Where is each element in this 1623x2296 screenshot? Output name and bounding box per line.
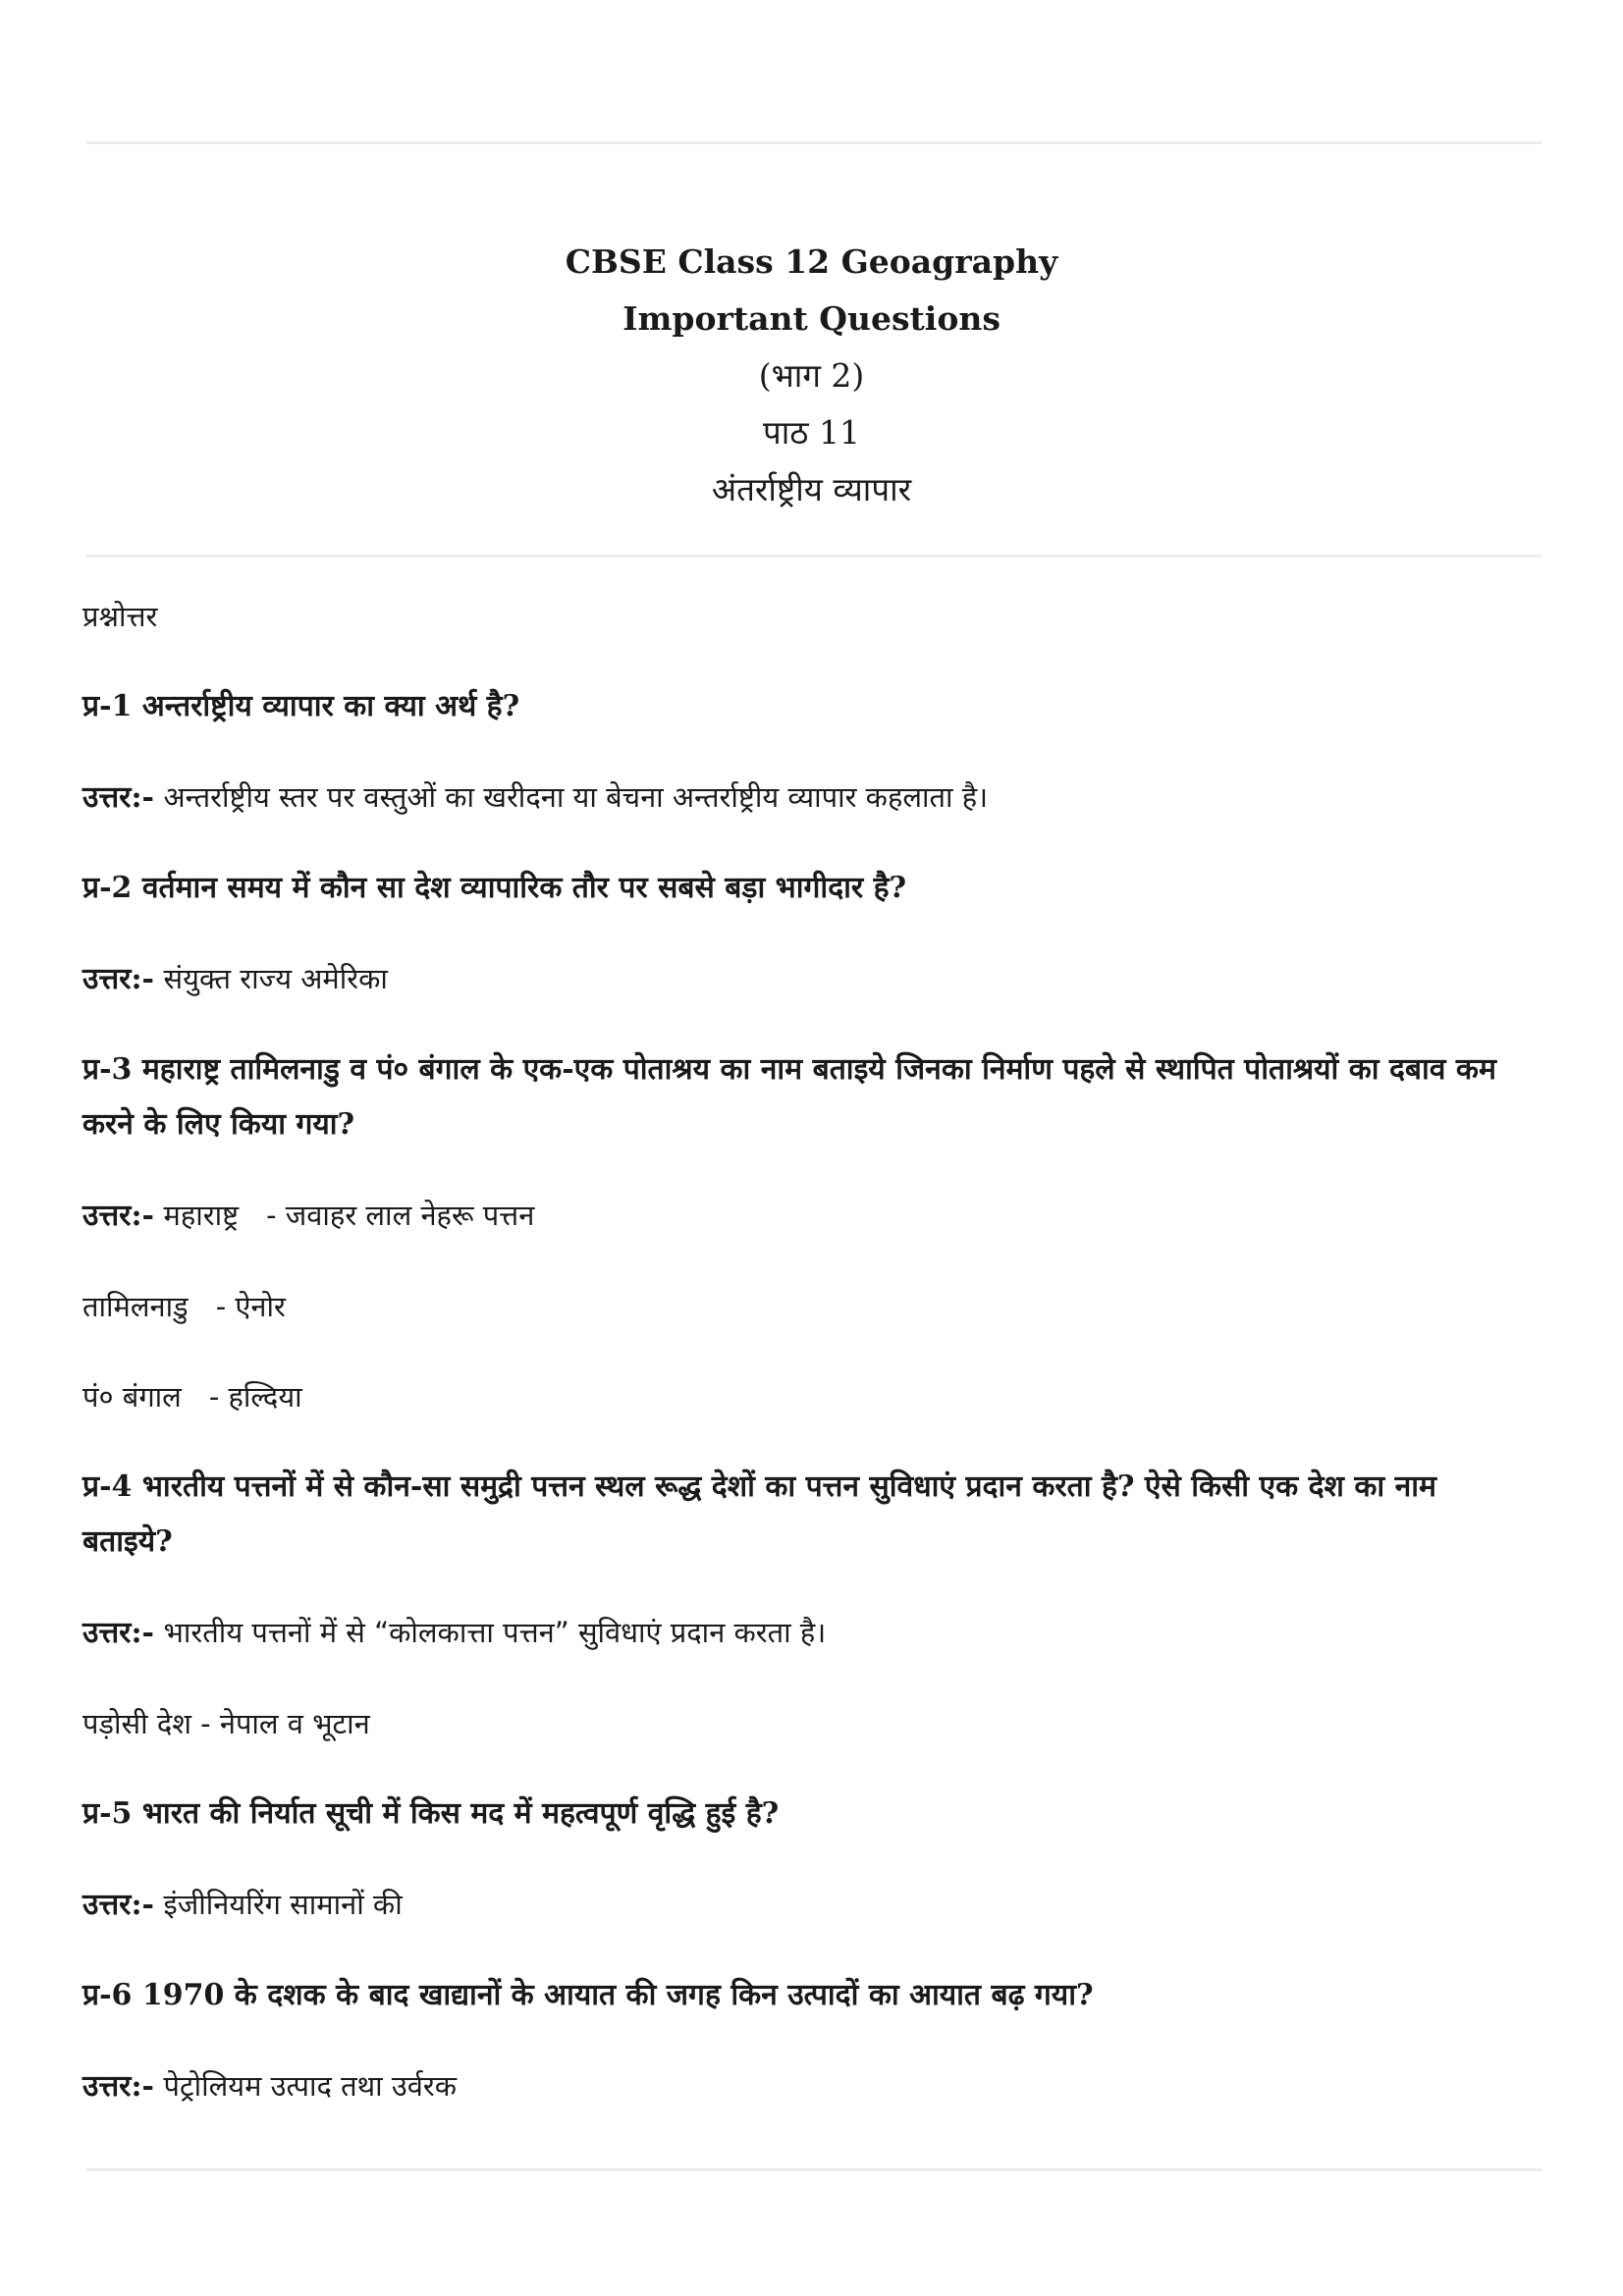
answer-label: उत्तर:-	[82, 1888, 154, 1922]
part-label: (भाग 2)	[758, 356, 865, 395]
answer-3	[82, 1188, 1536, 1244]
answer-2	[82, 951, 1536, 1007]
question-2: प्र-2 वर्तमान समय में कौन सा देश व्यापारिक तौर पर सबसे बड़ा भागीदार है?	[82, 871, 907, 905]
answer-text: पेट्रोलियम उत्पाद तथा उर्वरक	[163, 2069, 458, 2103]
answer-place-tamilnadu: तामिलनाडु	[82, 1290, 189, 1323]
question-1: प्र-1 अन्तर्राष्ट्रीय व्यापार का क्या अर्थ है?	[82, 689, 520, 723]
chapter-title: अंतर्राष्ट्रीय व्यापार	[711, 470, 912, 508]
answer-text: भारतीय पत्तनों में से “कोलकात्ता पत्तन” सुविधाएं प्रदान करता है।	[163, 1616, 827, 1649]
answer-1	[82, 770, 1536, 826]
document-header	[0, 234, 1623, 518]
answer-label: उत्तर:-	[82, 962, 154, 996]
answer-place-bengal: पं० बंगाल	[82, 1380, 182, 1414]
answer-label: उत्तर:-	[82, 2069, 154, 2104]
answer-label: उत्तर:-	[82, 1199, 154, 1233]
answer-6	[82, 2058, 1536, 2114]
answer-4-extra: पड़ोसी देश - नेपाल व भूटान	[82, 1707, 370, 1740]
answer-label: उत्तर:-	[82, 1616, 154, 1650]
qa-content	[82, 589, 1536, 2150]
header-divider	[86, 555, 1542, 558]
top-divider	[86, 141, 1542, 144]
answer-port-maharashtra: - जवाहर लाल नेहरू पत्तन	[266, 1199, 535, 1232]
answer-3-line-2	[82, 1279, 1536, 1334]
question-4: प्र-4 भारतीय पत्तनों में से कौन-सा समुद्री पत्तन स्थल रूद्ध देशों का पत्तन सुविधाएं प्रदान करता है? ऐसे किसी एक देश का नाम बताइये?	[82, 1469, 1436, 1559]
document-title: CBSE Class 12 Geoagraphy	[565, 242, 1058, 281]
answer-4	[82, 1605, 1536, 1661]
answer-text: इंजीनियरिंग सामानों की	[163, 1888, 403, 1921]
answer-5	[82, 1877, 1536, 1933]
question-3: प्र-3 महाराष्ट्र तामिलनाडु व पं० बंगाल के एक-एक पोताश्रय का नाम बताइये जिनका निर्माण पहले से स्थापित पोताश्रयों का दबाव कम करने के लिए किया गया?	[82, 1052, 1496, 1142]
bottom-divider	[86, 2168, 1542, 2171]
chapter-number: पाठ 11	[763, 413, 860, 452]
document-subtitle: Important Questions	[622, 299, 1001, 338]
answer-text: अन्तर्राष्ट्रीय स्तर पर वस्तुओं का खरीदना या बेचना अन्तर्राष्ट्रीय व्यापार कहलाता है।	[163, 780, 989, 814]
answer-text: संयुक्त राज्य अमेरिका	[163, 962, 388, 995]
answer-place-maharashtra: महाराष्ट्र	[163, 1199, 240, 1232]
question-5: प्र-5 भारत की निर्यात सूची में किस मद में महत्वपूर्ण वृद्धि हुई है?	[82, 1796, 780, 1831]
answer-port-bengal: - हल्दिया	[208, 1380, 302, 1414]
answer-label: उत्तर:-	[82, 780, 154, 815]
answer-port-tamilnadu: - ऐनोर	[215, 1290, 286, 1323]
section-title: प्रश्नोत्तर	[82, 600, 158, 633]
answer-3-line-3	[82, 1369, 1536, 1424]
question-6: प्र-6 1970 के दशक के बाद खाद्यानों के आयात की जगह किन उत्पादों का आयात बढ़ गया?	[82, 1978, 1094, 2012]
